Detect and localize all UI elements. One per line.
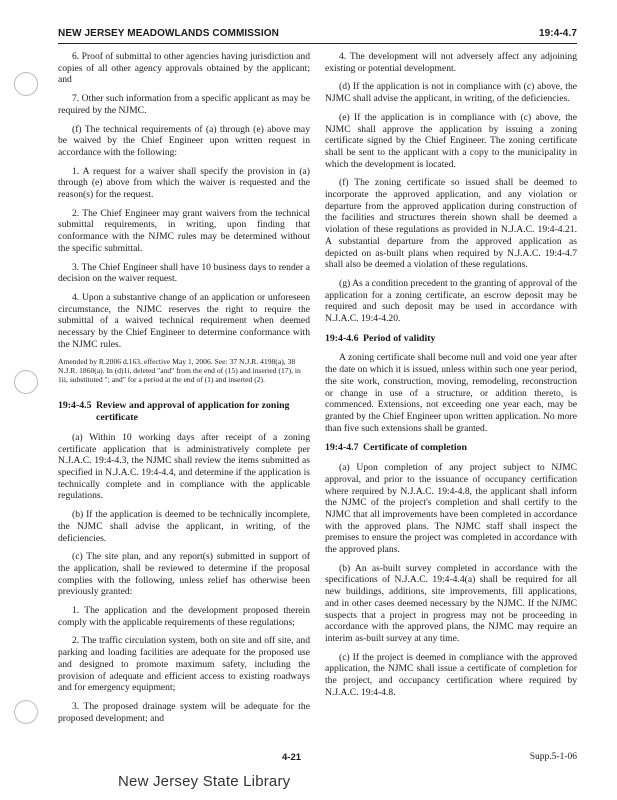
left-column <box>58 51 310 731</box>
library-stamp: New Jersey State Library <box>118 773 291 790</box>
header-rule <box>58 43 577 44</box>
paragraph: (f) The zoning certificate so issued shall be deemed to incorporate the approved application, and any violation or departure from the approved application during construction of the facilities and structures therein shown shall be deemed a violation of these regulations as provided in N.J.A.C. 19:4-4.21. A substantial departure from the approved application as depicted on as-built plans when required by N.J.A.C. 19:4-4.7 shall also be deemed a violation of these regulations. <box>325 177 577 271</box>
right-column <box>325 51 577 705</box>
paragraph: (c) The site plan, and any report(s) submitted in support of the application, shall be reviewed to determine if the proposal complies with the following, unless relief has otherwise been previously granted: <box>58 551 310 598</box>
section-number: 19:4-4.6 <box>325 332 359 344</box>
page-number: 4-21 <box>282 752 302 763</box>
header-section-number: 19:4-4.7 <box>538 28 577 39</box>
paragraph: 4. Upon a substantive change of an application or unforeseen circumstance, the NJMC reserves the right to require the submittal of a waived technical requirement when deemed necessary by the Chief Engineer to determine conformance with the NJMC rules. <box>58 291 310 350</box>
paragraph: 2. The traffic circulation system, both on site and off site, and parking and loading facilities are adequate for the proposed use and designed to promote maximum safety, including the provision of adequate and efficient access to existing roadways and for emergency equipment; <box>58 635 310 694</box>
paragraph: (b) An as-built survey completed in accordance with the specifications of N.J.A.C. 19:4-4.4(a) shall be required for all new buildings, additions, site improvements, fill applications, and in other cases deemed necessary by the NJMC. If the NJMC suspects that a project in progress may not be proceeding in accordance with the approved plans, the NJMC may require an interim as-built survey at any time. <box>325 562 577 644</box>
paragraph: 1. The application and the development proposed therein comply with the applicable requirements of these regulations; <box>58 605 310 628</box>
paragraph: (d) If the application is not in compliance with (c) above, the NJMC shall advise the applicant, in writing, of the deficiencies. <box>325 81 577 105</box>
paragraph: 6. Proof of submittal to other agencies having jurisdiction and copies of all other agency approvals obtained by the applicant; and <box>58 51 310 86</box>
paragraph: 7. Other such information from a specific applicant as may be required by the NJMC. <box>58 93 310 116</box>
section-number: 19:4-4.5 <box>58 400 92 412</box>
paragraph: (f) The technical requirements of (a) through (e) above may be waived by the Chief Engineer upon written request in accordance with the following: <box>58 123 310 158</box>
paragraph: (a) Upon completion of any project subject to NJMC approval, and prior to the issuance of occupancy certification where required by N.J.A.C. 19:4-4.8, the applicant shall inform the NJMC of the project's completion and shall certify to the NJMC that all improvements have been completed in accordance with the approved plans. The NJMC staff shall inspect the premises to ensure the project was completed in accordance with the approved plans. <box>325 462 577 556</box>
paragraph: A zoning certificate shall become null and void one year after the date on which it is issued, unless within such one year period, the site work, construction, moving, remodeling, reconstruction or change in use of a structure, or addition thereto, is commenced. Extensions, not exceeding one year each, may be granted by the Chief Engineer upon written application. No more than five such extensions shall be granted. <box>325 352 577 434</box>
header-title: NEW JERSEY MEADOWLANDS COMMISSION <box>58 28 279 39</box>
section-heading <box>325 333 577 345</box>
supplement-date: Supp.5-1-06 <box>529 752 577 762</box>
section-title: Review and approval of application for zoning certificate <box>96 400 290 424</box>
punch-hole-icon <box>14 700 38 724</box>
section-heading <box>325 442 577 454</box>
paragraph: 4. The development will not adversely affect any adjoining existing or potential development. <box>325 51 577 74</box>
paragraph: 2. The Chief Engineer may grant waivers from the technical submittal requirements, in writing, upon finding that conformance with the NJMC rules may be determined without the specific submittal. <box>58 207 310 254</box>
section-heading <box>58 400 310 423</box>
amendment-note: Amended by R.2006 d.163, effective May 1, 2006. See: 37 N.J.R. 4198(a), 38 N.J.R. 1860(a). In (d)1i, deleted "and" from the end of (15) and inserted (17), in 1ii, substituted "; and" for a period at the end of (1) and inserted (2). <box>58 357 301 385</box>
section-title: Certificate of completion <box>363 442 467 454</box>
paragraph: 1. A request for a waiver shall specify the provision in (a) through (e) above from which the waiver is requested and the reason(s) for the request. <box>58 165 310 201</box>
paragraph: (a) Within 10 working days after receipt of a zoning certificate application that is administratively complete per N.J.A.C. 19:4-4.3, the NJMC shall review the items submitted as specified in N.J.A.C. 19:4-4.4, and determine if the application is technically complete and in compliance with the applicable regulations. <box>58 431 310 502</box>
paragraph: 3. The proposed drainage system will be adequate for the proposed development; and <box>58 700 310 724</box>
running-header <box>58 28 577 42</box>
punch-hole-icon <box>14 370 38 394</box>
section-number: 19:4-4.7 <box>325 442 359 454</box>
paragraph: (e) If the application is in compliance with (c) above, the NJMC shall approve the application by issuing a zoning certificate signed by the Chief Engineer. The zoning certificate shall be sent to the applicant with a copy to the municipality in which the development is located. <box>325 111 577 170</box>
paragraph: (b) If the application is deemed to be technically incomplete, the NJMC shall advise the applicant, in writing, of the deficiencies. <box>58 509 310 544</box>
section-title: Period of validity <box>363 332 436 344</box>
paragraph: (g) As a condition precedent to the granting of approval of the application for a zoning certificate, an escrow deposit may be required and such deposit may be used in accordance with N.J.A.C. 19:4-4.20. <box>325 277 577 325</box>
paragraph: (c) If the project is deemed in compliance with the approved application, the NJMC shall issue a certificate of completion for the project, and occupancy certification where required by N.J.A.C. 19:4-4.8. <box>325 651 577 698</box>
punch-hole-icon <box>14 72 38 96</box>
paragraph: 3. The Chief Engineer shall have 10 business days to render a decision on the waiver request. <box>58 261 310 285</box>
